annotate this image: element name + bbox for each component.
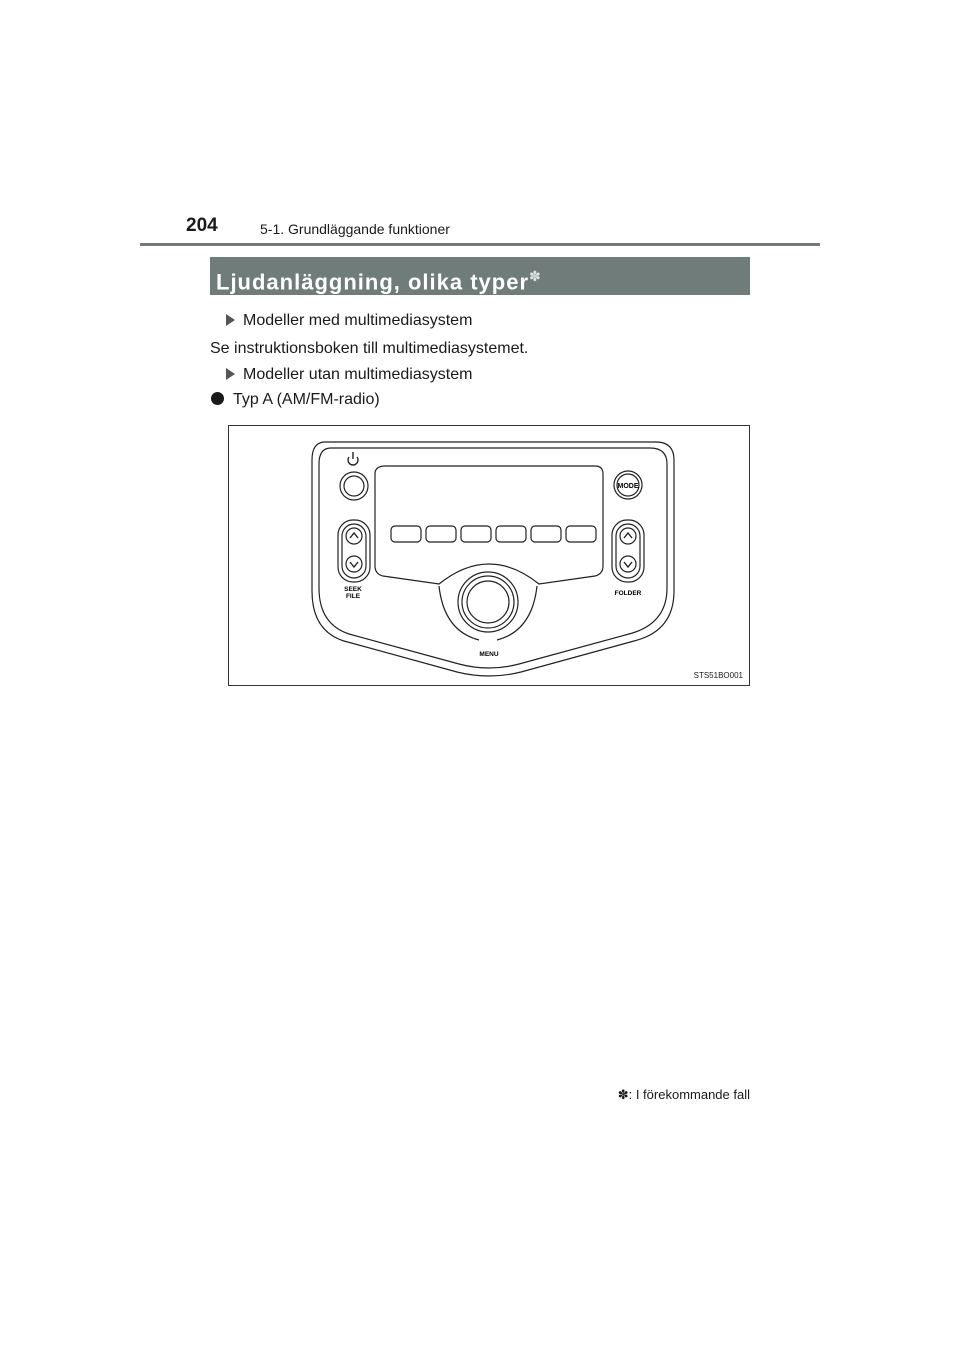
radio-illustration [229, 426, 749, 685]
figure-code: STS51BO001 [693, 671, 743, 680]
list-item: Typ A (AM/FM-radio) [211, 391, 380, 409]
asterisk-icon: ✽ [529, 268, 542, 284]
radio-figure [228, 425, 750, 686]
section-path: 5-1. Grundläggande funktioner [260, 221, 450, 237]
asterisk-icon: ✽ [617, 1087, 629, 1102]
list-item: Modeller med multimediasystem [226, 312, 472, 330]
header-rule [140, 243, 820, 246]
section-title-text: Ljudanläggning, olika typer [216, 269, 530, 295]
file-label: FILE [345, 593, 361, 600]
folder-label: FOLDER [614, 590, 642, 597]
section-title [210, 257, 750, 295]
mode-label: MODE [617, 483, 639, 490]
paragraph: Se instruktionsboken till multimediasystemet. [210, 340, 529, 357]
triangle-bullet-icon [226, 368, 235, 380]
footnote: ✽: I förekommande fall [617, 1087, 750, 1102]
triangle-bullet-icon [226, 314, 235, 326]
seek-label: SEEK [344, 586, 362, 593]
page-number: 204 [186, 215, 218, 236]
dot-bullet-icon [211, 392, 224, 405]
menu-label: MENU [479, 651, 499, 658]
list-item: Modeller utan multimediasystem [226, 366, 472, 384]
